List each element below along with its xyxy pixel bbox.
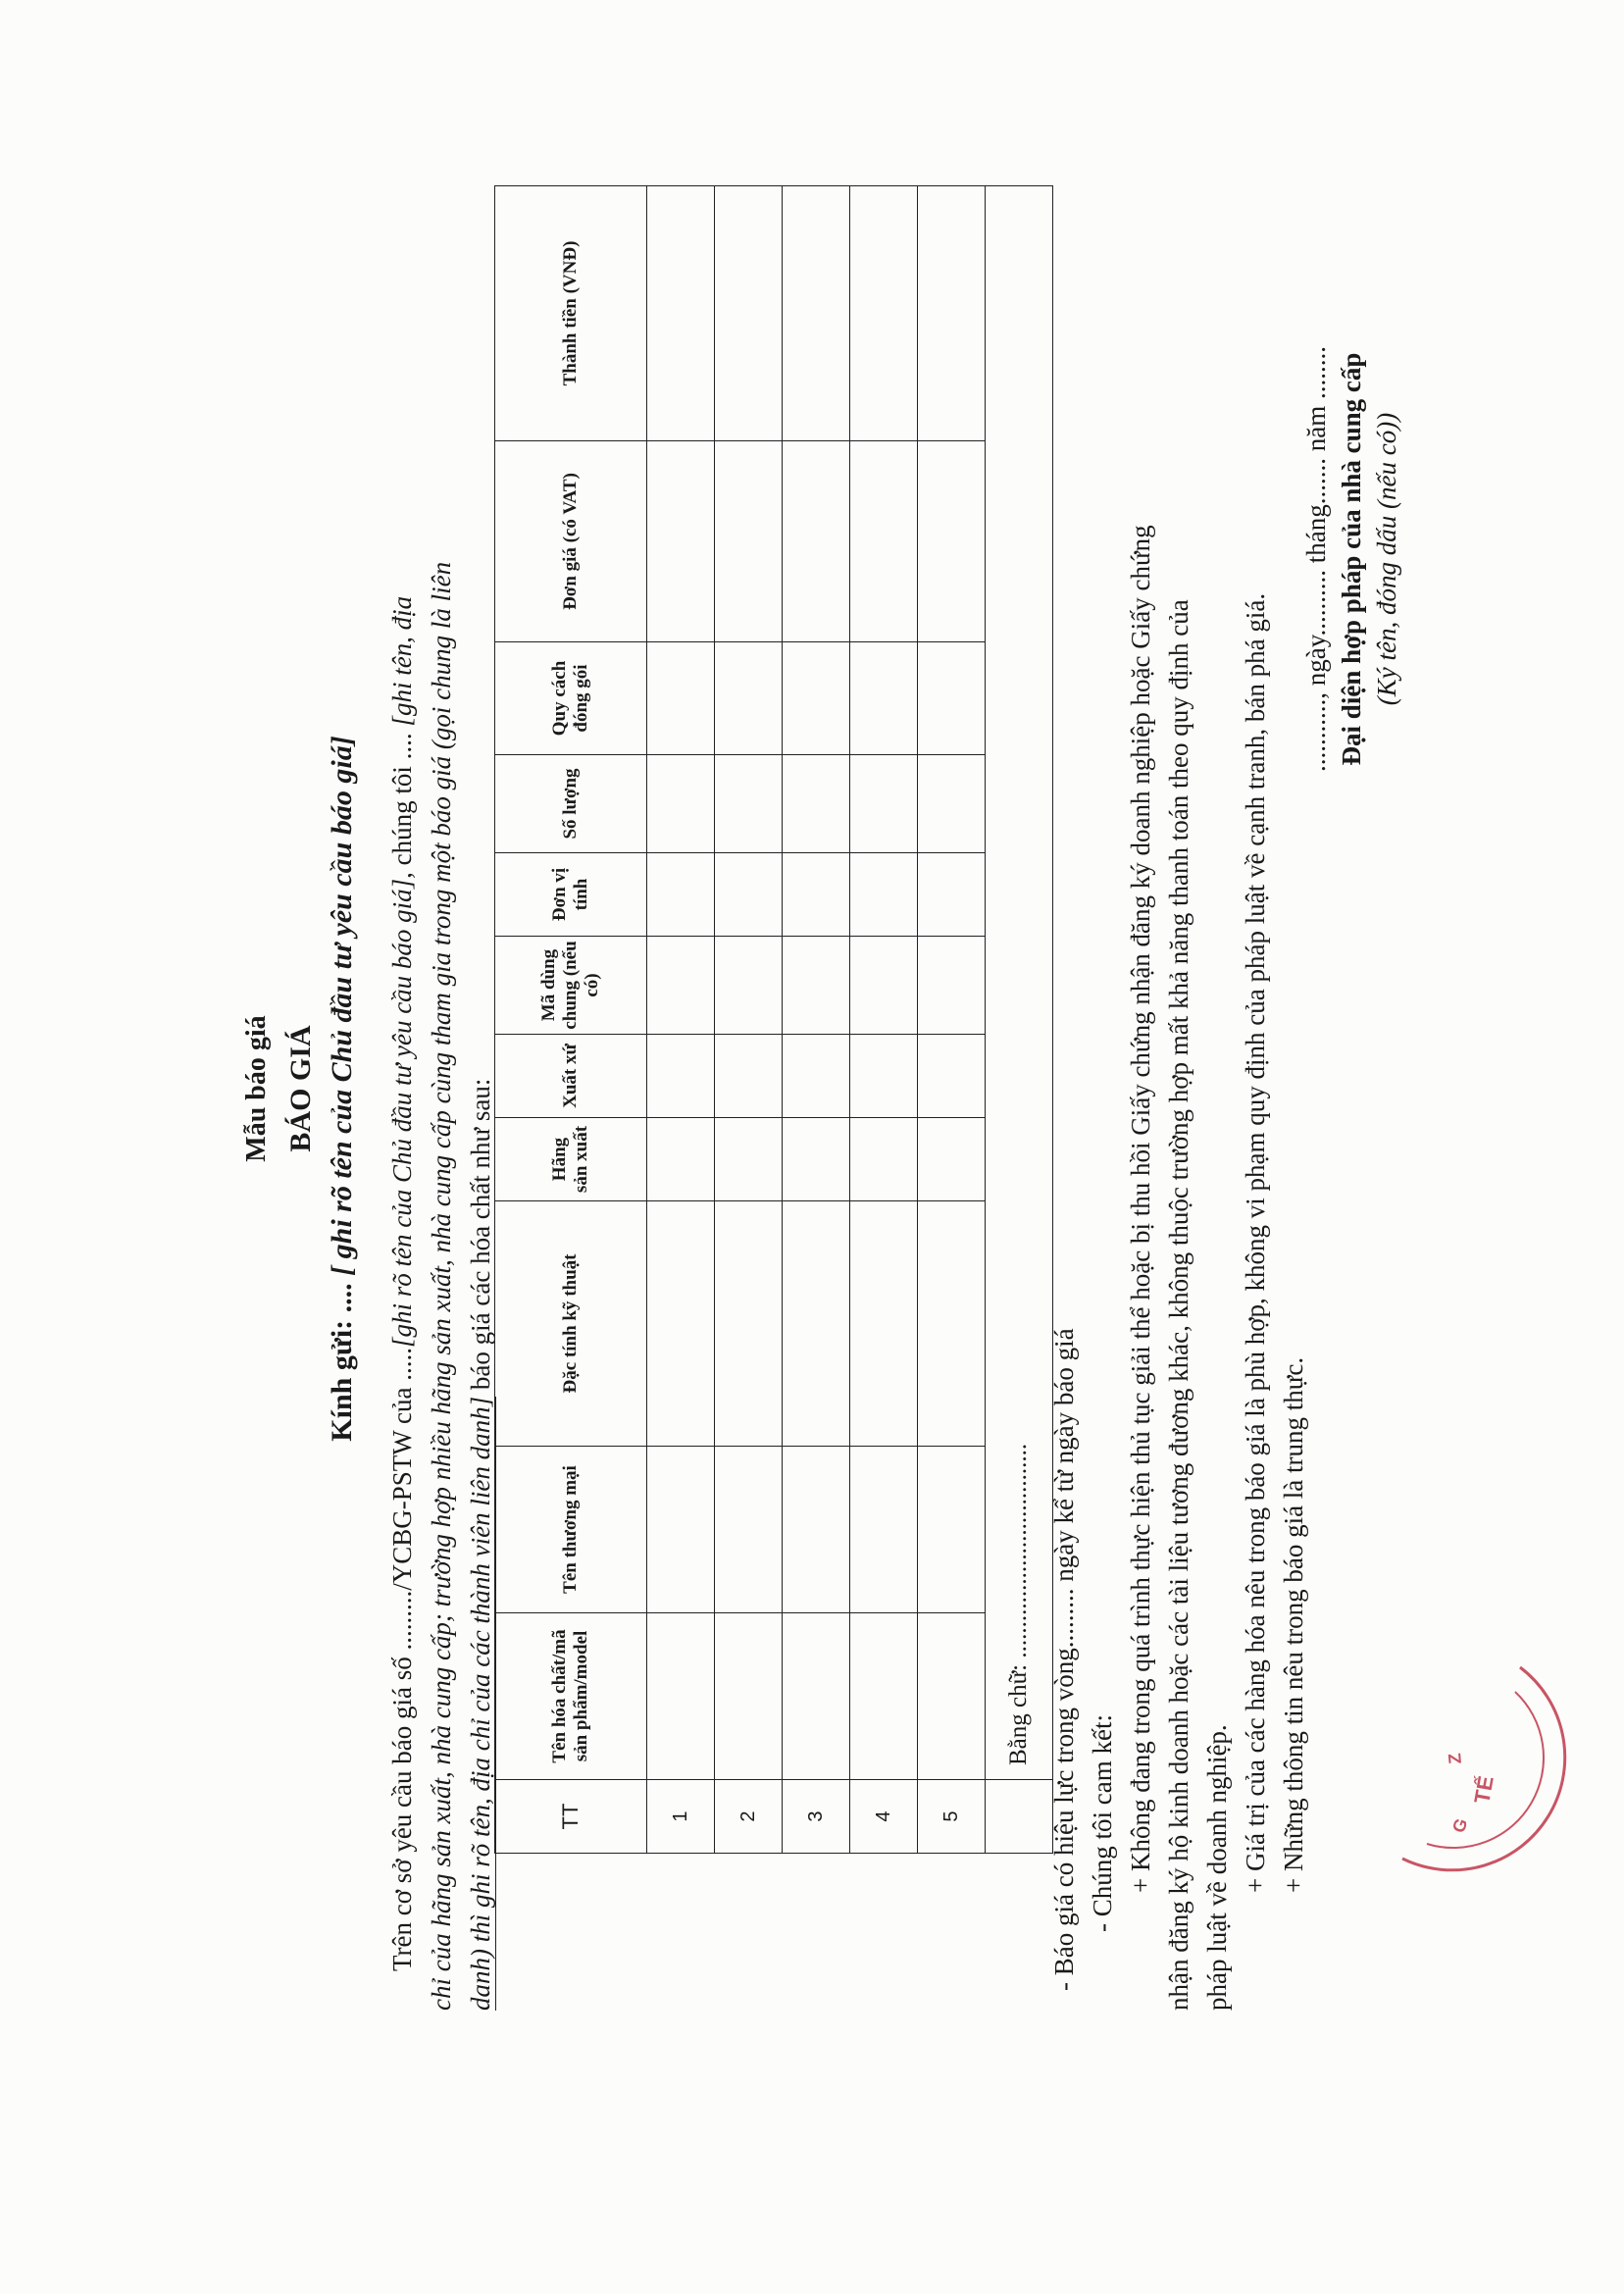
commitment-1-cont: pháp luật về doanh nghiệp. [1202,1724,1232,2011]
col-header: Đơn vị tính [495,853,647,937]
table-cell [783,1447,850,1613]
intro-italic-note: danh) thì ghi rõ tên, địa chỉ của các thành viên liên danh] [466,1396,495,2011]
table-cell [918,186,986,441]
row-number: 5 [918,1780,986,1854]
table-cell [783,1201,850,1447]
recipient-line [326,167,359,2011]
commitment-heading: - Chúng tôi cam kết: [1088,1714,1117,1932]
table-row [850,186,918,1854]
document-title: BÁO GIÁ [284,1025,317,1152]
table-cell [783,755,850,853]
intro-italic-note: chỉ của hãng sản xuất, nhà cung cấp; trường hợp nhiều hãng sản xuất, nhà cung cấp cùng tham gia trong một báo giá (gọi chung là liên [427,561,456,2011]
intro-text: Trên cơ sở yêu cầu báo giá số ........./YCBG-PSTW của ..... [387,1348,417,1971]
row-number: 4 [850,1780,918,1854]
intro-italic-note: [ghi tên, địa [387,595,417,727]
table-cell [850,1035,918,1118]
table-cell [918,1613,986,1780]
table-cell [647,1447,715,1613]
recipient-note: [ ghi rõ tên của Chủ đầu tư yêu cầu báo giá] [326,736,358,1276]
table-cell [647,186,715,441]
intro-text: , chúng tôi .... [387,726,417,879]
col-header: TT [495,1780,647,1854]
commitment-3: + Những thông tin nêu trong báo giá là trung thực. [1279,1356,1308,1893]
stamp-letters: TẾ [1469,1773,1498,1806]
table-cell [783,186,850,441]
table-cell [647,642,715,755]
table-cell [918,755,986,853]
table-cell [850,1118,918,1201]
validity-line: - Báo giá có hiệu lực trong vòng......... ngày kể từ ngày báo giá [1049,1328,1079,1991]
col-header: Quy cách đóng gói [495,642,647,755]
table-cell [918,1201,986,1447]
table-cell [850,755,918,853]
table-cell [647,755,715,853]
intro-line-2 [422,186,461,2011]
col-header: Xuất xứ [495,1035,647,1118]
table-cell [850,186,918,441]
table-cell [918,1035,986,1118]
table-cell [647,441,715,642]
table-cell [715,441,783,642]
commitment-1-cont: nhận đăng ký hộ kinh doanh hoặc các tài liệu tương đương khác, không thuộc trường hợp mất khả năng thanh toán theo quy định của [1164,599,1193,2011]
row-number: 1 [647,1780,715,1854]
table-cell [783,642,850,755]
table-cell [715,642,783,755]
table-cell [850,937,918,1035]
col-header: Số lượng [495,755,647,853]
table-cell [647,1118,715,1201]
intro-italic-note: [ghi rõ tên của Chủ đầu tư yêu cầu báo giá] [387,878,417,1348]
table-cell [715,937,783,1035]
table-cell [783,1613,850,1780]
table-cell [715,1035,783,1118]
table-row [918,186,986,1854]
table-cell [783,1118,850,1201]
table-cell [918,1447,986,1613]
table-cell [986,1780,1053,1854]
col-header: Tên hóa chất/mã sản phẩm/model [495,1613,647,1780]
table-cell [850,441,918,642]
col-header: Mã dùng chung (nếu có) [495,937,647,1035]
table-cell [715,1447,783,1613]
table-cell [918,441,986,642]
table-cell [715,186,783,441]
table-cell [647,853,715,937]
col-header: Đặc tính kỹ thuật [495,1201,647,1447]
table-cell [715,1118,783,1201]
rotated-document-page [241,167,1438,2011]
table-row [715,186,783,1854]
table-cell [850,642,918,755]
table-row [783,186,850,1854]
signature-block [1298,255,1404,863]
table-cell [647,937,715,1035]
intro-text: báo giá các hóa chất như sau: [466,1078,495,1397]
table-cell [850,1201,918,1447]
table-cell [783,937,850,1035]
date-line: ..........., ngày.......... tháng....... năm ........ [1301,346,1331,772]
form-name: Mẫu báo giá [241,1015,272,1162]
table-cell [647,1613,715,1780]
table-cell [783,1035,850,1118]
table-cell [918,937,986,1035]
col-header: Thành tiền (VNĐ) [495,186,647,441]
table-cell [715,853,783,937]
amount-in-words-row [986,186,1053,1854]
table-cell [918,642,986,755]
signature-note: (Ký tên, đóng dấu (nếu có)) [1372,412,1401,706]
table-row [647,186,715,1854]
col-header: Hãng sản xuất [495,1118,647,1201]
intro-paragraph [382,186,500,2011]
commitment-1: + Không đang trong quá trình thực hiện thủ tục giải thể hoặc bị thu hồi Giấy chứng nhận đăng ký doanh nghiệp hoặc Giấy chứng [1126,525,1155,1893]
table-cell [918,1118,986,1201]
stamp-letter-z: Z [1445,1752,1465,1765]
table-header-row [495,186,647,1854]
terms-section [1045,186,1313,2011]
quotation-table [494,185,1053,1854]
table-cell [715,1201,783,1447]
table-cell [850,1447,918,1613]
recipient-label: Kính gửi: .... [326,1283,358,1442]
row-number: 3 [783,1780,850,1854]
row-number: 2 [715,1780,783,1854]
table-cell [715,1613,783,1780]
table-cell [783,441,850,642]
table-cell [783,853,850,937]
table-cell [647,1201,715,1447]
commitment-2: + Giá trị của các hàng hóa nêu trong báo giá là phù hợp, không vi phạm quy định của pháp luật về cạnh tranh, bán phá giá. [1241,592,1270,1893]
table-cell [918,853,986,937]
table-cell [647,1035,715,1118]
representative-title: Đại diện hợp pháp của nhà cung cấp [1337,352,1366,766]
table-cell [715,755,783,853]
stamp-letter-g: G [1447,1815,1472,1836]
col-header: Tên thương mại [495,1447,647,1613]
col-header: Đơn giá (có VAT) [495,441,647,642]
table-cell [850,1613,918,1780]
intro-line-1 [382,186,422,2011]
amount-in-words: Bằng chữ: ................................... [986,186,1053,1780]
table-cell [850,853,918,937]
